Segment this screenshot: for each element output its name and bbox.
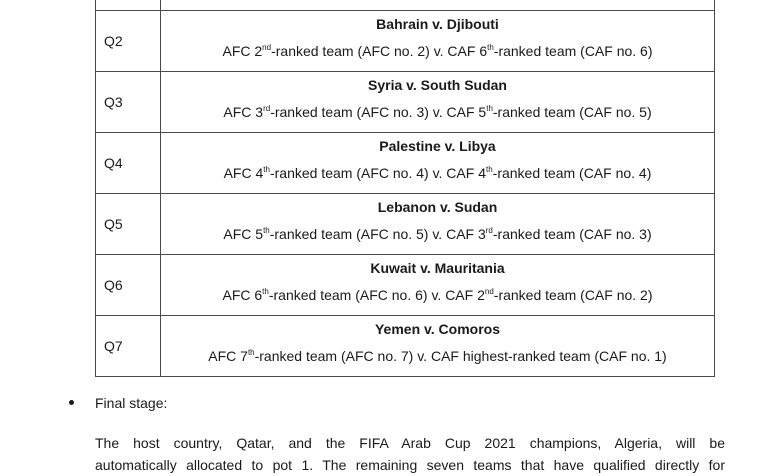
final-stage-paragraph <box>95 432 725 476</box>
caf-rank-suffix: nd <box>484 287 494 296</box>
table-row <box>96 0 715 11</box>
allocation-description <box>161 277 714 304</box>
caf-rank-suffix: rd <box>485 226 493 235</box>
afc-rank-rest: -ranked team (AFC no. 5) v. CAF 3 <box>269 226 486 242</box>
match-code: Q2 <box>96 11 161 72</box>
paragraph-line: automatically allocated to pot 1. The remaining seven teams that have qualified directly for <box>95 457 725 473</box>
match-code: Q3 <box>96 72 161 133</box>
allocation-description <box>161 33 714 60</box>
match-detail <box>161 133 715 194</box>
afc-rank-suffix: rd <box>263 104 271 113</box>
caf-rank-suffix: th <box>486 104 493 113</box>
afc-rank-rest: -ranked team (AFC no. 7) v. CAF highest-ranked team (CAF no. 1) <box>254 348 667 364</box>
afc-rank-suffix: nd <box>262 43 272 52</box>
fixture-title: Yemen v. Comoros <box>374 321 500 337</box>
afc-rank-text: AFC 6 <box>222 287 263 303</box>
table-row <box>96 72 715 133</box>
match-detail <box>161 0 715 11</box>
afc-rank-text: AFC 2 <box>222 43 263 59</box>
match-detail <box>161 72 715 133</box>
fixture-title: Syria v. South Sudan <box>368 77 507 93</box>
afc-rank-suffix: th <box>262 287 269 296</box>
fixture-title: Kuwait v. Mauritania <box>370 260 505 276</box>
table-row <box>96 11 715 72</box>
caf-rank-rest: -ranked team (CAF no. 3) <box>492 226 652 242</box>
allocation-description <box>161 216 714 243</box>
bullet-icon <box>69 400 74 405</box>
afc-rank-rest: -ranked team (AFC no. 2) v. CAF 6 <box>271 43 488 59</box>
afc-rank-text: AFC 3 <box>223 104 264 120</box>
allocation-description <box>161 155 714 182</box>
allocation-description <box>161 94 714 121</box>
caf-rank-suffix: th <box>485 165 493 174</box>
afc-rank-rest: -ranked team (AFC no. 4) v. CAF 4 <box>269 165 486 181</box>
caf-rank-rest: -ranked team (CAF no. 2) <box>493 287 653 303</box>
table-row <box>96 194 715 255</box>
caf-rank-rest: -ranked team (CAF no. 4) <box>492 165 652 181</box>
caf-rank-rest: -ranked team (CAF no. 5) <box>492 104 652 120</box>
afc-rank-text: AFC 7 <box>208 348 248 364</box>
table-row <box>96 316 715 377</box>
match-detail <box>161 255 715 316</box>
fixture-title: Bahrain v. Djibouti <box>376 16 499 32</box>
match-code: Q5 <box>96 194 161 255</box>
table-row <box>96 133 715 194</box>
match-code <box>96 0 161 11</box>
caf-rank-suffix: th <box>487 43 494 52</box>
afc-rank-suffix: th <box>263 226 270 235</box>
afc-rank-text: AFC 4 <box>223 165 264 181</box>
paragraph-line: The host country, Qatar, and the FIFA Arab Cup 2021 champions, Algeria, will be <box>95 435 725 451</box>
fixture-title: Lebanon v. Sudan <box>377 199 498 215</box>
match-detail <box>161 194 715 255</box>
match-code: Q4 <box>96 133 161 194</box>
fixture-title: Palestine v. Libya <box>379 138 496 154</box>
afc-rank-text: AFC 5 <box>223 226 264 242</box>
match-detail <box>161 11 715 72</box>
afc-rank-suffix: th <box>247 348 255 357</box>
afc-rank-rest: -ranked team (AFC no. 3) v. CAF 5 <box>270 104 487 120</box>
caf-rank-rest: -ranked team (CAF no. 6) <box>493 43 653 59</box>
afc-rank-rest: -ranked team (AFC no. 6) v. CAF 2 <box>268 287 485 303</box>
table-row <box>96 255 715 316</box>
afc-rank-suffix: th <box>263 165 270 174</box>
final-stage-label: Final stage: <box>95 395 168 411</box>
allocation-description <box>161 338 714 365</box>
match-code: Q6 <box>96 255 161 316</box>
match-detail <box>161 316 715 377</box>
qualifier-table <box>95 0 715 377</box>
match-code: Q7 <box>96 316 161 377</box>
